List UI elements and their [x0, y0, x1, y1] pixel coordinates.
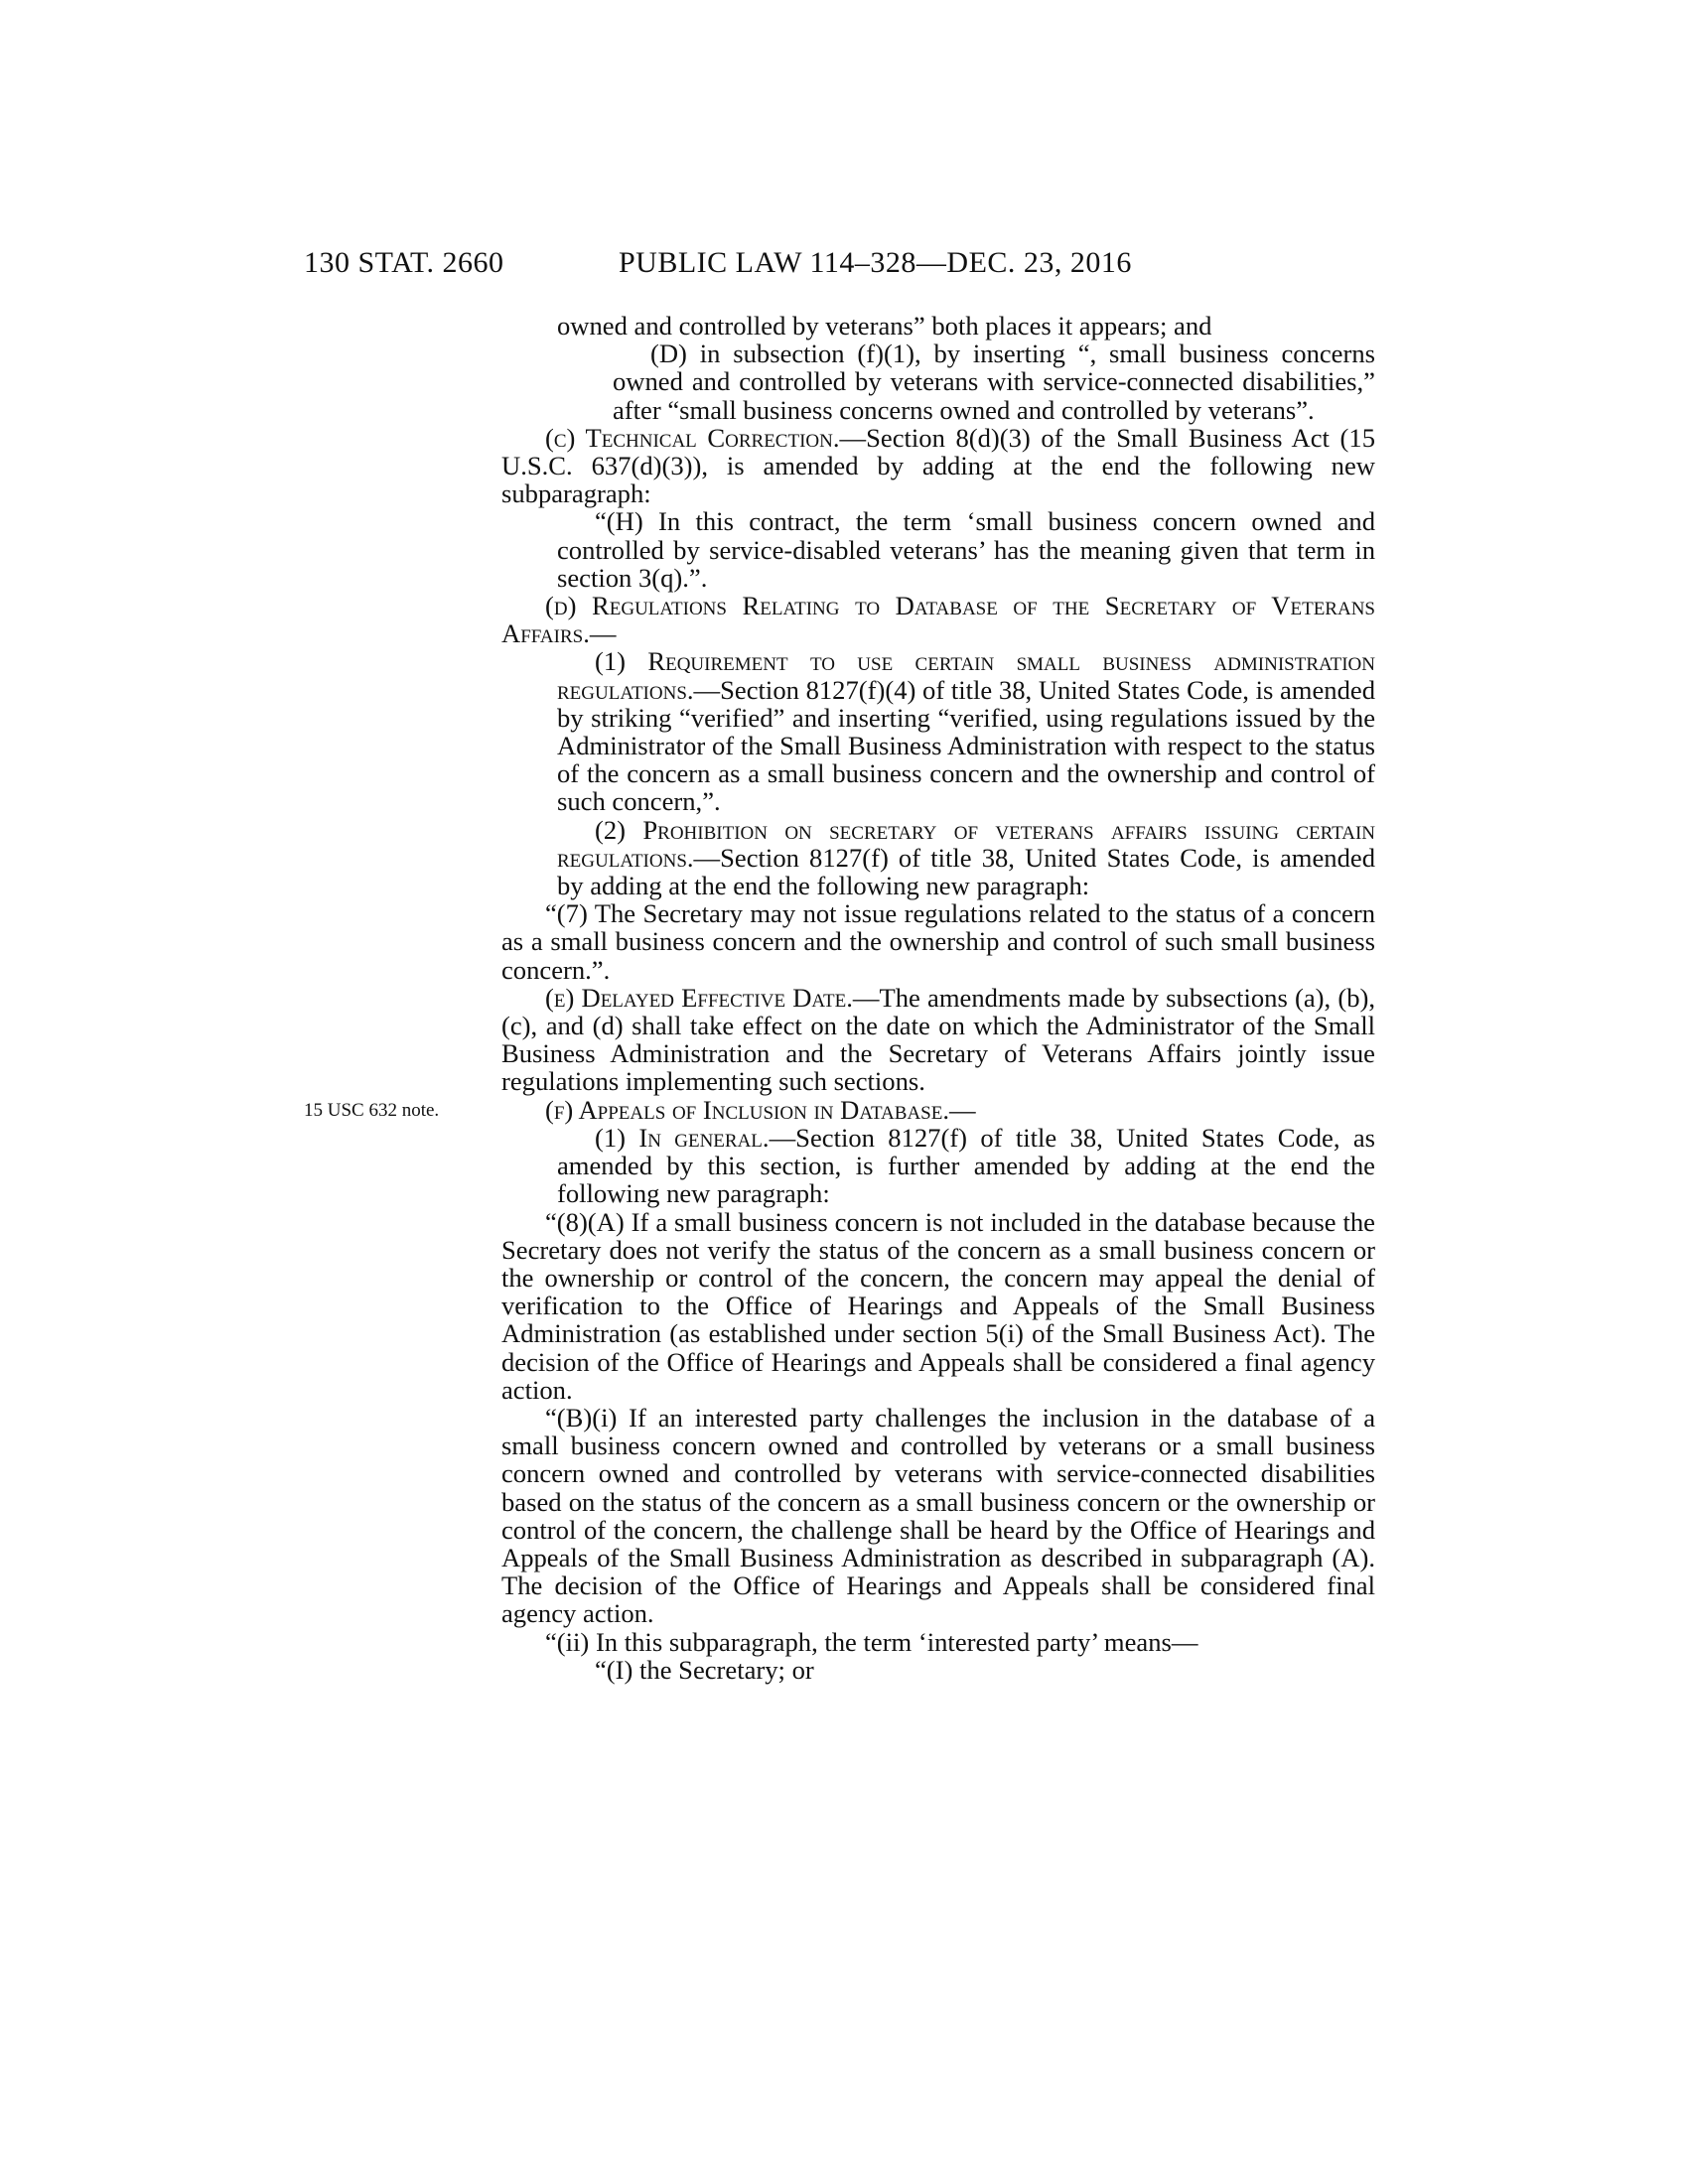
margin-citation-note: 15 USC 632 note.: [304, 1100, 440, 1121]
paragraph-quoted-ii: [501, 1628, 1375, 1656]
paragraph-text: “(8)(A) If a small business concern is not included in the database because the Secretary does not verify the status of the concern as a small business concern or the ownership or control of the concern, the concern may appeal the denial of verification to the Office of Hearings and Appeals of the Small Business Administration (as established under section 5(i) of the Small Business Act). The decision of the Office of Hearings and Appeals shall be considered a final agency action.: [501, 1206, 1375, 1405]
paragraph-text: —Section 8127(f) of title 38, United States Code, is amended by adding at the end the following new paragraph:: [557, 842, 1375, 901]
section-heading: (1) In general.: [595, 1122, 770, 1153]
paragraph-text: “(I) the Secretary; or: [595, 1654, 814, 1685]
section-heading: (c) Technical Correction.: [545, 422, 840, 453]
paragraph-text: “(ii) In this subparagraph, the term ‘interested party’ means—: [545, 1626, 1198, 1657]
paragraph-f-appeals: [501, 1096, 1375, 1124]
paragraph-text: —The amendments made by subsections (a), (b), (c), and (d) shall take effect on the date on which the Administrator of the Small Business Administration and the Secretary of Veterans Affairs jointly issue regulations implementing such sections.: [501, 982, 1375, 1097]
paragraph-quoted-I: [501, 1656, 1375, 1684]
section-heading: (f) Appeals of Inclusion in Database.: [545, 1094, 949, 1125]
document-body: [501, 312, 1375, 1684]
paragraph-quoted-Bi: [501, 1404, 1375, 1628]
paragraph-quoted-8A: [501, 1208, 1375, 1404]
paragraph-text: “(B)(i) If an interested party challenges the inclusion in the database of a small business concern owned and controlled by veterans or a small business concern owned and controlled by veterans with service-connected disabilities based on the status of the concern as a small business concern or the ownership or control of the concern, the challenge shall be heard by the Office of Hearings and Appeals of the Small Business Administration as described in subparagraph (A). The decision of the Office of Hearings and Appeals shall be considered final agency action.: [501, 1402, 1375, 1629]
public-law-header: PUBLIC LAW 114–328—DEC. 23, 2016: [619, 246, 1132, 279]
paragraph-text: (D) in subsection (f)(1), by inserting “, small business concerns owned and controlled by veterans with service-connected disabilities,” after “small business concerns owned and controlled by veterans”.: [613, 339, 1375, 425]
paragraph-text: —Section 8127(f)(4) of title 38, United States Code, is amended by striking “verified” and inserting “verified, using regulations issued by the Administrator of the Small Business Administration with respect to the status of the concern as a small business concern and the ownership and control of such concern,”.: [557, 674, 1375, 817]
paragraph-c-technical-correction: [501, 424, 1375, 508]
section-heading: (2) Prohibition on secretary of veterans affairs issuing certain regulations.: [557, 814, 1375, 873]
paragraph-e-delayed-effective-date: [501, 984, 1375, 1096]
statute-page-number: 130 STAT. 2660: [304, 246, 504, 279]
section-heading: (e) Delayed Effective Date.: [545, 982, 853, 1013]
paragraph-text: “(7) The Secretary may not issue regulations related to the status of a concern as a small business concern and the ownership and control of such small business concern.”.: [501, 898, 1375, 985]
paragraph-continuation: [501, 312, 1375, 340]
paragraph-2-prohibition: [501, 816, 1375, 900]
section-heading: (1) Requirement to use certain small business administration regulations.: [557, 646, 1375, 705]
paragraph-text: —: [589, 618, 617, 649]
paragraph-d-regulations: [501, 592, 1375, 647]
paragraph-text: —: [948, 1094, 976, 1125]
paragraph-text: —Section 8(d)(3) of the Small Business Act (15 U.S.C. 637(d)(3)), is amended by adding at the end the following new subparagraph:: [501, 422, 1375, 509]
paragraph-quoted-H: [501, 507, 1375, 592]
paragraph-quoted-7: [501, 899, 1375, 984]
paragraph-1-requirement: [501, 647, 1375, 815]
paragraph-D: [501, 340, 1375, 424]
section-heading: (d) Regulations Relating to Database of the Secretary of Veterans Affairs.: [501, 591, 1375, 649]
paragraph-text: “(H) In this contract, the term ‘small business concern owned and controlled by service-disabled veterans’ has the meaning given that term in section 3(q).”.: [557, 506, 1375, 593]
paragraph-text: owned and controlled by veterans” both places it appears; and: [557, 311, 1212, 341]
paragraph-1-in-general: [501, 1124, 1375, 1208]
paragraph-text: —Section 8127(f) of title 38, United States Code, as amended by this section, is further amended by adding at the end the following new paragraph:: [557, 1122, 1376, 1209]
